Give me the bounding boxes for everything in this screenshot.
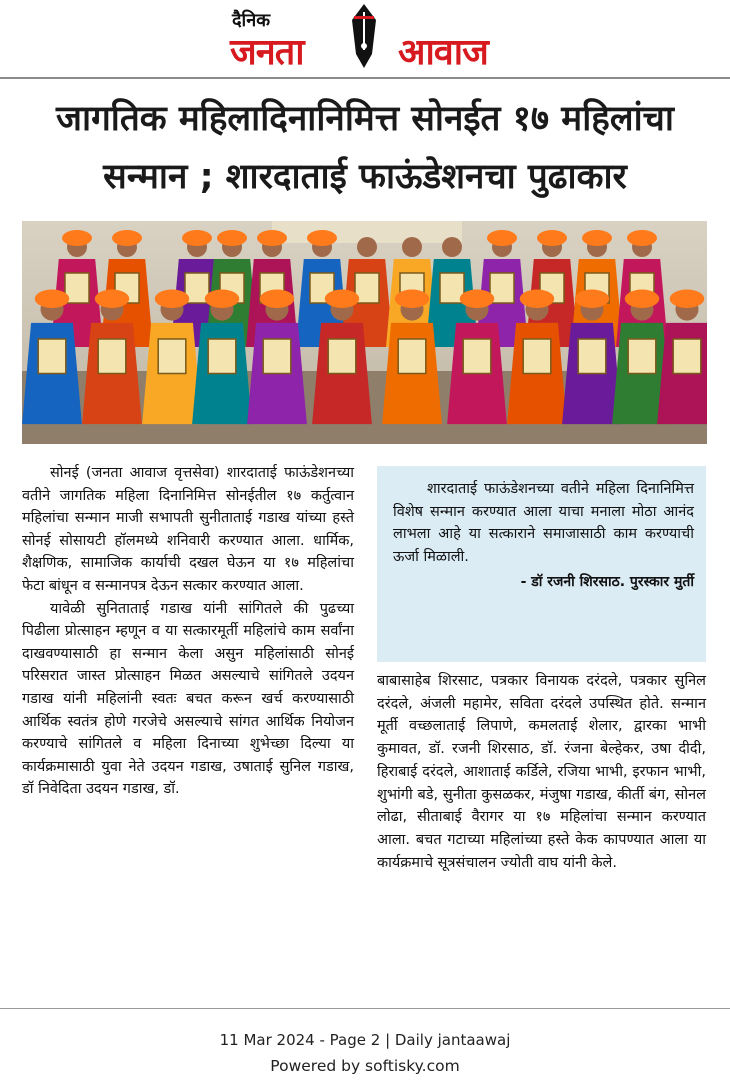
group-photo (22, 221, 707, 444)
masthead-divider (0, 77, 730, 79)
quote-text: शारदाताई फाऊंडेशनच्या वतीने महिला दिनानिमित्त विशेष सन्मान करण्यात आला याचा मनाला मोठा आनंद लाभला आहे या सत्काराने समाजासाठी काम करण्याची ऊर्जा मिळाली. (393, 481, 694, 565)
quote-attribution: - डॉ रजनी शिरसाठ. पुरस्कार मुर्ती (520, 574, 694, 591)
article-paragraph-3: बाबासाहेब शिरसाट, पत्रकार विनायक दरंदले, पत्रकार सुनिल दरंदले, अंजली महामेर, सविता दरंदले उपस्थित होते. सन्मान मूर्ती वच्छलाताई लिपाणे, कमलताई शेलार, द्वारका भाभी कुमावत, डॉ. रजनी शिरसाठ, डॉ. रंजना बेल्हेकर, उषा दीदी, हिराबाई दरंदले, आशाताई कर्डिले, रजिया भाभी, इरफान भाभी, शुभांगी बडे, सुनीता कुसळकर, मंजुषा गडाख, कीर्ती बंग, सोनल लोढा, सीताबाई वैरागर या १७ महिलांचा सन्मान करण्यात आला. बचत गटाच्या महिलांच्या हस्ते केक कापण्यात आला या कार्यक्रमाचे सूत्रसंचालन ज्योती वाघ यांनी केले. (377, 673, 706, 871)
headline (20, 90, 710, 206)
masthead-small-label: दैनिक (232, 10, 271, 31)
masthead-title-right: आवाज (398, 32, 488, 73)
footer-edition-info: 11 Mar 2024 - Page 2 | Daily jantaawaj (219, 1031, 511, 1049)
footer-powered-by: Powered by softisky.com (270, 1057, 460, 1075)
headline-line-2: सन्मान ; शारदाताई फाऊंडेशनचा पुढाकार (103, 157, 627, 197)
headline-line-1: जागतिक महिलादिनानिमित्त सोनईत १७ महिलांचा (56, 99, 674, 139)
article-paragraph-1: सोनई (जनता आवाज वृत्तसेवा) शारदाताई फाऊंडेशनच्या वतीने जागतिक महिला दिनानिमित्त सोनईतील १७ कर्तुत्वान महिलांचा सन्मान माजी सभापती सुनीताताई गडाख यांच्या हस्ते सोनई सोसायटी हॉलमध्ये शनिवारी करण्यात आला. धार्मिक, शैक्षणिक, सामाजिक कार्याची दखल घेऊन या १७ महिलांचा फेटा बांधून व सन्मानपत्र देऊन सत्कार करण्यात आला. (22, 465, 354, 594)
quote-box (377, 466, 706, 662)
masthead (0, 0, 730, 78)
article-column-left (22, 462, 354, 801)
fountain-pen-nib-icon (346, 2, 382, 72)
group-photo-illustration (22, 221, 707, 444)
masthead-title-left: जनता (230, 32, 304, 73)
article-paragraph-2: यावेळी सुनिताताई गडाख यांनी सांगितले की पुढच्या पिढीला प्रोत्साहन म्हणून व या सत्कारमूर्ती महिलांचे काम सर्वांना दाखवण्यासाठी हा सन्मान केला असुन महिलांसाठी सोनई परिसरात जास्त प्रोत्साहन मिळत असल्याचे सांगितले उदयन गडाख यांनी महिलांनी स्वतः बचत करून खर्च करण्यासाठी आर्थिक स्वतंत्र होणे गरजेचे असल्याचे सांगत आर्थिक नियोजन करण्याचे सांगितले व महिला दिनाच्या शुभेच्छा दिल्या या कार्यक्रमासाठी युवा नेते उदयन गडाख, उषाताई सुनिल गडाख, डॉ निवेदिता उदयन गडाख, डॉ. (22, 600, 354, 798)
article-column-right (377, 670, 706, 874)
footer-divider (0, 1008, 730, 1009)
